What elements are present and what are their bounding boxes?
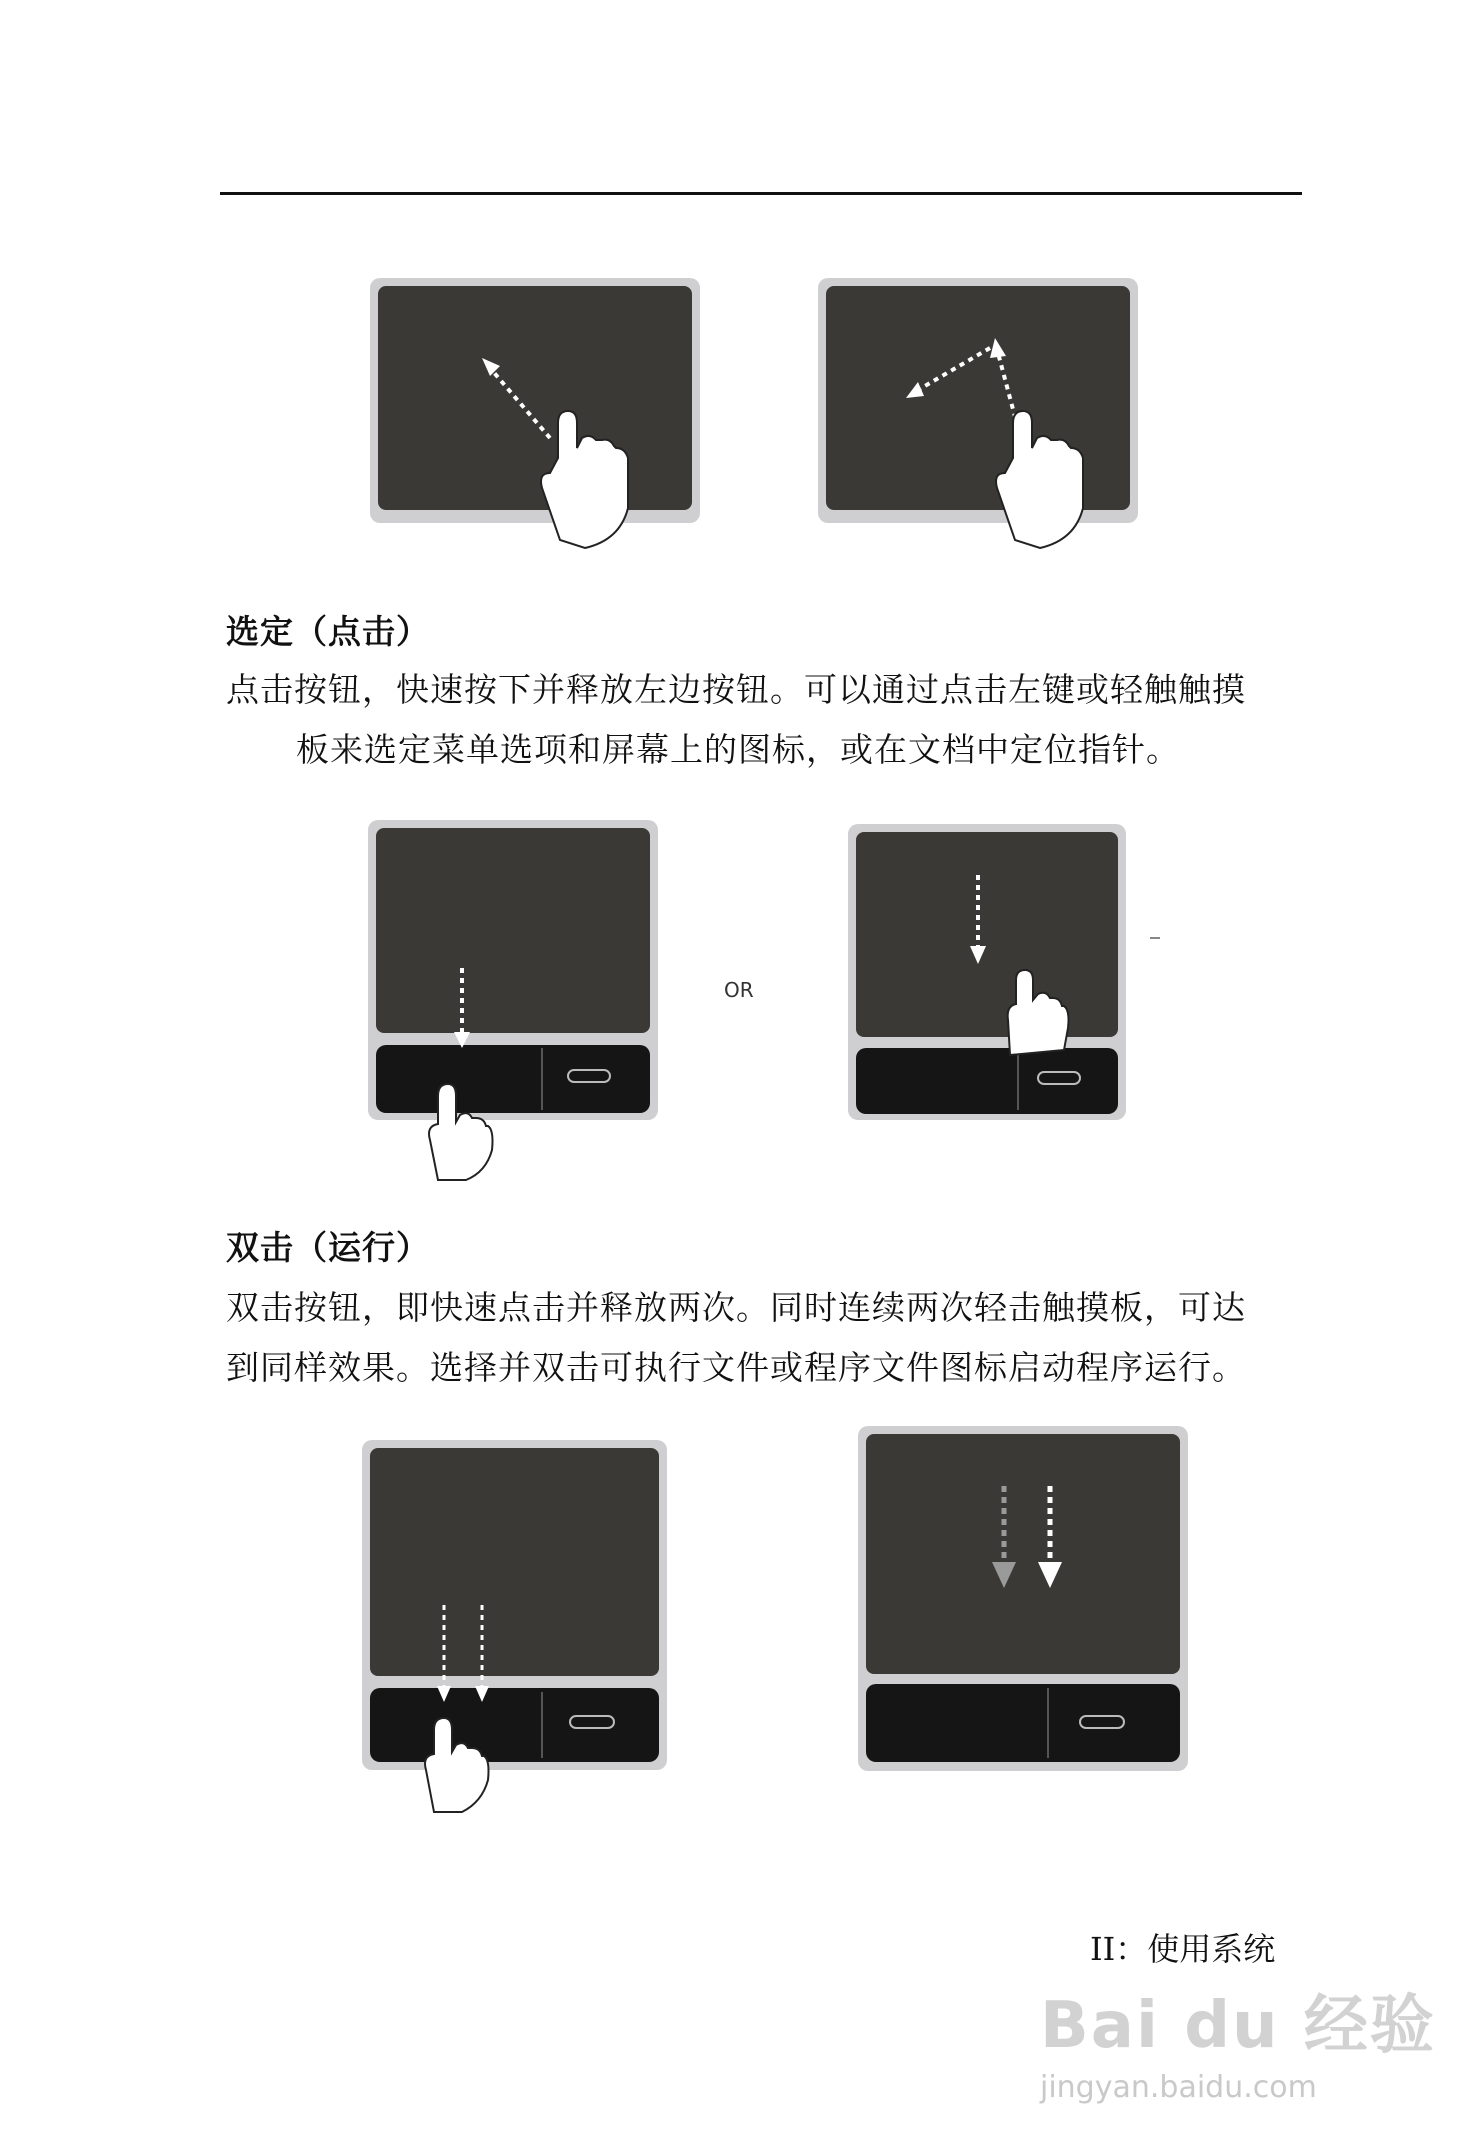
figure-double-click-button	[362, 1440, 672, 1820]
figure-or-label	[720, 975, 770, 1005]
watermark-logo: Bai du 经验	[1040, 1989, 1436, 2063]
section-body-select	[226, 660, 1306, 780]
section-title-double-click: 双击（运行）	[226, 1228, 430, 1267]
header-rule	[220, 192, 1302, 195]
paragraph-line: 点击按钮，快速按下并释放左边按钮。可以通过点击左键或轻触触摸	[226, 670, 1246, 709]
figure-tap-pad	[848, 820, 1178, 1120]
paragraph-line: 双击按钮，即快速点击并释放两次。同时连续两次轻击触摸板，可达	[226, 1288, 1246, 1327]
section-body-double-click	[226, 1278, 1306, 1398]
figure-click-button	[368, 820, 668, 1190]
page-footer: II：使用系统	[1090, 1930, 1276, 1968]
paragraph-line: 到同样效果。选择并双击可执行文件或程序文件图标启动程序运行。	[226, 1348, 1246, 1387]
baidu-watermark	[1040, 1974, 1436, 2105]
watermark-url: jingyan.baidu.com	[1040, 2070, 1317, 2105]
section-title-select: 选定（点击）	[226, 612, 430, 651]
figure-double-tap-pad	[858, 1426, 1193, 1771]
figure-move-pointer-2	[818, 278, 1148, 563]
paragraph-line: 板来选定菜单选项和屏幕上的图标，或在文档中定位指针。	[296, 730, 1180, 769]
figure-move-pointer-1	[370, 278, 700, 563]
or-label: OR	[724, 978, 754, 1002]
